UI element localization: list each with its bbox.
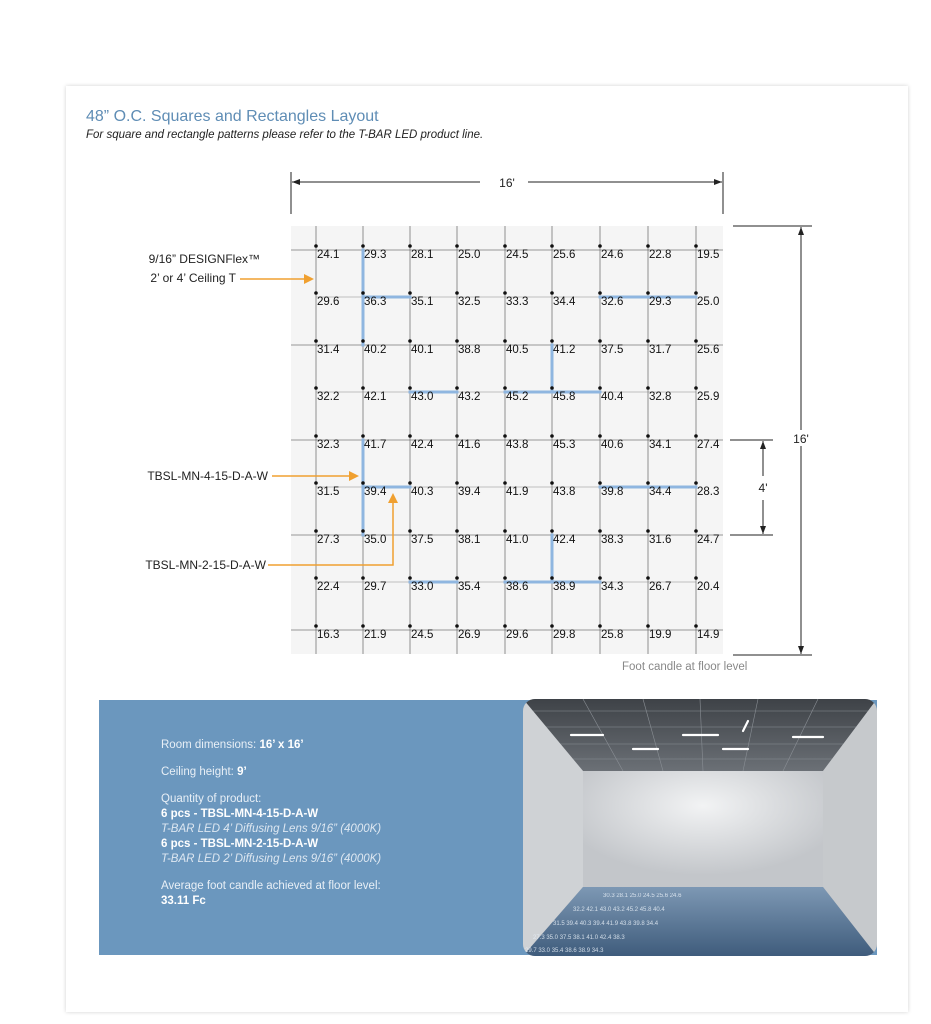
- average-footcandle-value: 33.11 Fc: [161, 895, 206, 907]
- measure-point: [361, 576, 365, 580]
- footcandle-value: 37.5: [411, 534, 434, 546]
- footcandle-value: 19.9: [649, 629, 672, 641]
- footcandle-value: 29.3: [364, 249, 387, 261]
- measure-point: [408, 529, 412, 533]
- footcandle-value: 32.2: [317, 391, 340, 403]
- measure-point: [503, 434, 507, 438]
- footcandle-value: 28.3: [697, 486, 720, 498]
- measure-point: [694, 434, 698, 438]
- footcandle-value: 39.8: [601, 486, 624, 498]
- height-label: 16': [793, 432, 809, 446]
- footcandle-value: 32.5: [458, 296, 481, 308]
- width-dimension: [291, 172, 723, 214]
- footcandle-value: 21.9: [364, 629, 387, 641]
- measure-point: [408, 481, 412, 485]
- measure-point: [314, 481, 318, 485]
- footcandle-value: 25.8: [601, 629, 624, 641]
- footcandle-value: 41.2: [553, 344, 576, 356]
- footcandle-value: 25.6: [553, 249, 576, 261]
- footcandle-value: 41.9: [506, 486, 529, 498]
- measure-point: [503, 529, 507, 533]
- product-quantity: Quantity of product: 6 pcs - TBSL-MN-4-15-D-A-W T-BAR LED 4’ Diffusing Lens 9/16” (4000K) 6 pcs - TBSL-MN-2-15-D-A-W T-BAR LED 2’ Diffusing Lens 9/16” (4000K): [161, 793, 382, 865]
- measure-point: [550, 529, 554, 533]
- footcandle-value: 45.8: [553, 391, 576, 403]
- footcandle-value: 35.1: [411, 296, 434, 308]
- callout-ceiling-t-line2: 2’ or 4’ Ceiling T: [150, 271, 236, 285]
- footcandle-value: 29.7: [364, 581, 387, 593]
- module-dimension: [730, 440, 773, 535]
- footcandle-value: 38.9: [553, 581, 576, 593]
- measure-point: [503, 576, 507, 580]
- room-rendering: [523, 699, 877, 956]
- measure-point: [361, 624, 365, 628]
- measure-point: [314, 339, 318, 343]
- measure-point: [455, 291, 459, 295]
- footcandle-value: 31.4: [317, 344, 340, 356]
- footcandle-value: 25.0: [697, 296, 720, 308]
- footcandle-value: 43.0: [411, 391, 434, 403]
- measure-point: [550, 339, 554, 343]
- footcandle-value: 22.4: [317, 581, 340, 593]
- footcandle-value: 40.6: [601, 439, 624, 451]
- measure-point: [408, 244, 412, 248]
- measure-point: [408, 576, 412, 580]
- svg-text:32.2 42.1 43.0 43.2 45.2 45.8: 32.2 42.1 43.0 43.2 45.2 45.8 40.4: [573, 907, 665, 913]
- svg-text:29.7 33.0 35.4 38.6 38.9 34.3: 29.7 33.0 35.4 38.6 38.9 34.3: [525, 948, 604, 954]
- callout-fixture-4ft-label: TBSL-MN-4-15-D-A-W: [147, 469, 268, 483]
- footcandle-value: 33.3: [506, 296, 529, 308]
- footcandle-value: 42.4: [553, 534, 576, 546]
- measure-point: [646, 291, 650, 295]
- measure-point: [550, 481, 554, 485]
- measure-point: [455, 481, 459, 485]
- footcandle-value: 40.1: [411, 344, 434, 356]
- measure-point: [646, 339, 650, 343]
- measure-point: [361, 386, 365, 390]
- footcandle-value: 29.8: [553, 629, 576, 641]
- measure-point: [408, 386, 412, 390]
- measure-point: [408, 291, 412, 295]
- footcandle-value: 41.6: [458, 439, 481, 451]
- average-footcandle: Average foot candle achieved at floor level: 33.11 Fc: [161, 880, 381, 907]
- measure-point: [455, 434, 459, 438]
- callout-fixture-2ft-label: TBSL-MN-2-15-D-A-W: [145, 558, 266, 572]
- measure-point: [598, 529, 602, 533]
- measure-point: [598, 481, 602, 485]
- footcandle-value: 32.8: [649, 391, 672, 403]
- measure-point: [550, 291, 554, 295]
- footcandle-value: 28.1: [411, 249, 434, 261]
- footcandle-value: 34.1: [649, 439, 672, 451]
- footcandle-value: 34.4: [553, 296, 576, 308]
- svg-text:31.5 39.4 40.3 39.4 41.9 43.8: 31.5 39.4 40.3 39.4 41.9 43.8 39.8 34.4: [553, 921, 659, 927]
- footcandle-value: 27.3: [317, 534, 340, 546]
- room-rendering-image: [523, 699, 877, 956]
- measure-point: [361, 291, 365, 295]
- measure-point: [314, 244, 318, 248]
- footcandle-value: 24.7: [697, 534, 720, 546]
- measure-point: [598, 624, 602, 628]
- measure-point: [646, 434, 650, 438]
- footcandle-value: 25.6: [697, 344, 720, 356]
- footcandle-value: 35.4: [458, 581, 481, 593]
- footcandle-value: 43.8: [506, 439, 529, 451]
- footcandle-value: 25.0: [458, 249, 481, 261]
- module-label: 4': [758, 481, 768, 495]
- footcandle-value: 29.6: [317, 296, 340, 308]
- measure-point: [550, 244, 554, 248]
- measure-point: [361, 481, 365, 485]
- measure-point: [314, 386, 318, 390]
- footcandle-value: 37.5: [601, 344, 624, 356]
- footcandle-value: 36.3: [364, 296, 387, 308]
- footcandle-value: 19.5: [697, 249, 720, 261]
- footcandle-value: 29.3: [649, 296, 672, 308]
- measure-point: [598, 244, 602, 248]
- footcandle-value: 39.4: [458, 486, 481, 498]
- footcandle-caption: Foot candle at floor level: [622, 661, 748, 673]
- footcandle-values: [314, 244, 720, 641]
- footcandle-value: 22.8: [649, 249, 672, 261]
- measure-point: [408, 339, 412, 343]
- measure-point: [694, 386, 698, 390]
- measure-point: [314, 624, 318, 628]
- measure-point: [646, 244, 650, 248]
- measure-point: [361, 339, 365, 343]
- measure-point: [314, 434, 318, 438]
- footcandle-value: 39.4: [364, 486, 387, 498]
- footcandle-value: 26.9: [458, 629, 481, 641]
- footcandle-value: 40.4: [601, 391, 624, 403]
- footcandle-value: 27.4: [697, 439, 720, 451]
- measure-point: [314, 576, 318, 580]
- measure-point: [455, 386, 459, 390]
- page-subtitle: For square and rectangle patterns please refer to the T-BAR LED product line.: [86, 129, 484, 141]
- footcandle-value: 29.6: [506, 629, 529, 641]
- footcandle-value: 20.4: [697, 581, 720, 593]
- footcandle-value: 41.7: [364, 439, 387, 451]
- footcandle-value: 24.5: [506, 249, 529, 261]
- measure-point: [598, 291, 602, 295]
- footcandle-value: 26.7: [649, 581, 672, 593]
- measure-point: [646, 529, 650, 533]
- measure-point: [646, 481, 650, 485]
- footcandle-value: 14.9: [697, 629, 720, 641]
- footcandle-value: 40.2: [364, 344, 387, 356]
- width-label: 16': [499, 176, 515, 190]
- product1-desc: T-BAR LED 4’ Diffusing Lens 9/16” (4000K): [161, 823, 382, 835]
- product2-desc: T-BAR LED 2’ Diffusing Lens 9/16” (4000K): [161, 853, 382, 865]
- footcandle-value: 40.5: [506, 344, 529, 356]
- measure-point: [503, 339, 507, 343]
- footcandle-value: 34.3: [601, 581, 624, 593]
- info-text: [161, 738, 491, 921]
- footcandle-value: 38.8: [458, 344, 481, 356]
- measure-point: [550, 386, 554, 390]
- measure-point: [503, 481, 507, 485]
- measure-point: [455, 529, 459, 533]
- measure-point: [361, 434, 365, 438]
- footcandle-value: 43.2: [458, 391, 481, 403]
- measure-point: [694, 529, 698, 533]
- measure-point: [550, 576, 554, 580]
- measure-point: [361, 244, 365, 248]
- footcandle-value: 31.7: [649, 344, 672, 356]
- footcandle-value: 43.8: [553, 486, 576, 498]
- room-dimensions: Room dimensions: 16’ x 16’: [161, 739, 304, 751]
- measure-point: [598, 386, 602, 390]
- measure-point: [408, 434, 412, 438]
- footcandle-value: 24.1: [317, 249, 340, 261]
- footcandle-value: 16.3: [317, 629, 340, 641]
- measure-point: [598, 576, 602, 580]
- measure-point: [503, 244, 507, 248]
- measure-point: [598, 339, 602, 343]
- measure-point: [550, 624, 554, 628]
- footcandle-value: 41.0: [506, 534, 529, 546]
- measure-point: [503, 291, 507, 295]
- measure-point: [694, 339, 698, 343]
- footcandle-value: 24.5: [411, 629, 434, 641]
- measure-point: [503, 624, 507, 628]
- measure-point: [314, 291, 318, 295]
- callout-ceiling-t: [149, 252, 314, 285]
- footcandle-value: 32.6: [601, 296, 624, 308]
- footcandle-value: 25.9: [697, 391, 720, 403]
- measure-point: [503, 386, 507, 390]
- footcandle-value: 24.6: [601, 249, 624, 261]
- page-title: 48” O.C. Squares and Rectangles Layout: [86, 108, 379, 125]
- footcandle-value: 33.0: [411, 581, 434, 593]
- measure-point: [694, 291, 698, 295]
- footcandle-value: 31.5: [317, 486, 340, 498]
- measure-point: [646, 576, 650, 580]
- footcandle-value: 45.3: [553, 439, 576, 451]
- measure-point: [455, 339, 459, 343]
- footcandle-value: 32.3: [317, 439, 340, 451]
- footcandle-value: 38.3: [601, 534, 624, 546]
- footcandle-value: 35.0: [364, 534, 387, 546]
- footcandle-value: 34.4: [649, 486, 672, 498]
- measure-point: [598, 434, 602, 438]
- measure-point: [694, 576, 698, 580]
- footcandle-value: 42.1: [364, 391, 387, 403]
- footcandle-value: 31.6: [649, 534, 672, 546]
- measure-point: [455, 244, 459, 248]
- measure-point: [455, 576, 459, 580]
- product2-qty: 6 pcs - TBSL-MN-2-15-D-A-W: [161, 838, 319, 850]
- measure-point: [455, 624, 459, 628]
- measure-point: [314, 529, 318, 533]
- measure-point: [646, 386, 650, 390]
- footcandle-value: 38.1: [458, 534, 481, 546]
- svg-text:27.3 35.0 37.5 38.1 41.0 42.4: 27.3 35.0 37.5 38.1 41.0 42.4 38.3: [533, 935, 625, 941]
- svg-text:30.3 28.1 25.0 24.5 25.6 24.6: 30.3 28.1 25.0 24.5 25.6 24.6: [603, 893, 682, 899]
- measure-point: [694, 481, 698, 485]
- callout-ceiling-t-line1: 9/16” DESIGNFlex™: [148, 252, 260, 266]
- footcandle-value: 42.4: [411, 439, 434, 451]
- product1-qty: 6 pcs - TBSL-MN-4-15-D-A-W: [161, 808, 319, 820]
- footcandle-value: 45.2: [506, 391, 529, 403]
- measure-point: [694, 244, 698, 248]
- measure-point: [361, 529, 365, 533]
- measure-point: [694, 624, 698, 628]
- footcandle-value: 40.3: [411, 486, 434, 498]
- measure-point: [550, 434, 554, 438]
- footcandle-value: 38.6: [506, 581, 529, 593]
- measure-point: [646, 624, 650, 628]
- ceiling-height: Ceiling height: 9’: [161, 766, 247, 778]
- measure-point: [408, 624, 412, 628]
